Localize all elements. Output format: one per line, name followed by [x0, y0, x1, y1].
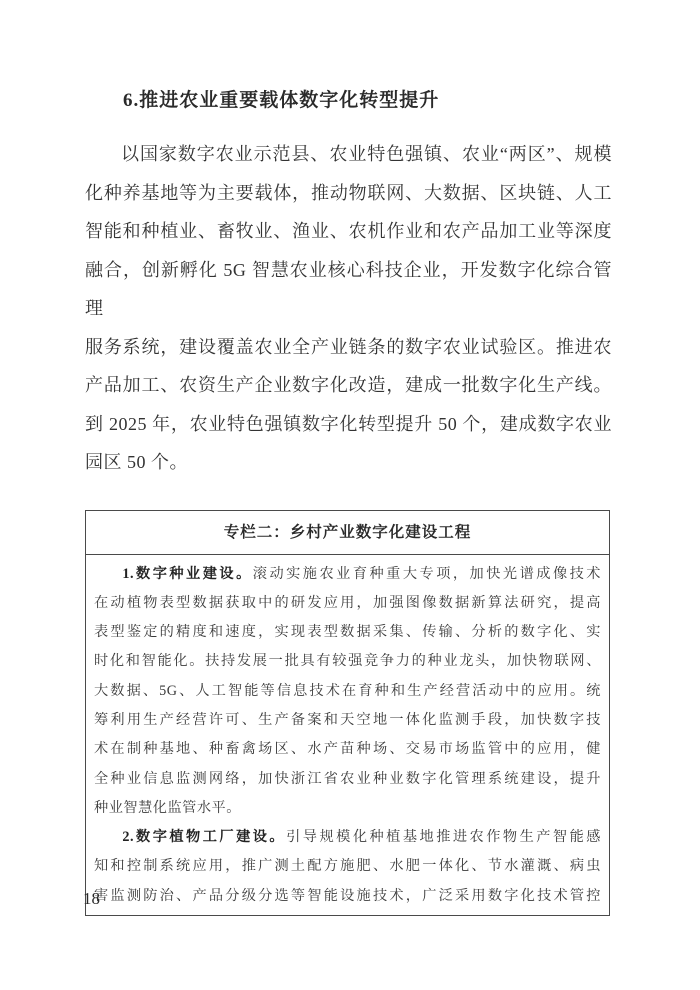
text-line: 园区 50 个。 — [85, 452, 188, 472]
page-content — [85, 86, 612, 916]
special-column-panel — [85, 510, 610, 917]
section-heading: 6.推进农业重要载体数字化转型提升 — [123, 90, 440, 111]
panel-title: 专栏二：乡村产业数字化建设工程 — [86, 511, 609, 555]
bold-lead-in: 2.数字植物工厂建设。 — [122, 829, 287, 846]
text-line: 害监测防治、产品分级分选等智能设施技术，广泛采用数字化技术管控 — [94, 887, 601, 904]
text-line: 筹利用生产经营许可、生产备案和天空地一体化监测手段，加快数字技 — [94, 711, 601, 728]
text-line: 知和控制系统应用，推广测土配方施肥、水肥一体化、节水灌溉、病虫 — [94, 858, 601, 875]
page-number: 18 — [83, 889, 100, 908]
text-line: 融合，创新孵化 5G 智慧农业核心科技企业，开发数字化综合管理 — [85, 259, 612, 318]
text-line: 化种养基地等为主要载体，推动物联网、大数据、区块链、人工 — [85, 182, 612, 203]
text-line: 表型鉴定的精度和速度，实现表型数据采集、传输、分析的数字化、实 — [94, 624, 601, 641]
panel-body — [86, 555, 609, 916]
text-line: 产品加工、农资生产企业数字化改造，建成一批数字化生产线。 — [85, 375, 612, 395]
text-line: 2.数字植物工厂建设。引导规模化种植基地推进农作物生产智能感 — [122, 829, 601, 846]
text-line: 服务系统，建设覆盖农业全产业链条的数字农业试验区。推进农 — [85, 336, 612, 357]
body-paragraph — [85, 135, 612, 482]
text-line: 大数据、5G、人工智能等信息技术在育种和生产经营活动中的应用。统 — [94, 682, 601, 699]
bold-lead-in: 1.数字种业建设。 — [122, 565, 253, 582]
text-line: 时化和智能化。扶持发展一批具有较强竞争力的种业龙头，加快物联网、 — [94, 653, 601, 670]
text-line: 在动植物表型数据获取中的研发应用，加强图像数据新算法研究，提高 — [94, 594, 601, 611]
text-line: 到 2025 年，农业特色强镇数字化转型提升 50 个，建成数字农业 — [85, 413, 612, 434]
text-line: 种业智慧化监管水平。 — [94, 799, 241, 816]
text-line: 术在制种基地、种畜禽场区、水产苗种场、交易市场监管中的应用，健 — [94, 741, 601, 758]
text-line: 智能和种植业、畜牧业、渔业、农机作业和农产品加工业等深度 — [85, 221, 612, 241]
text-line: 全种业信息监测网络，加快浙江省农业种业数字化管理系统建设，提升 — [94, 770, 601, 787]
text-line: 以国家数字农业示范县、农业特色强镇、农业“两区”、规模 — [121, 144, 612, 164]
text-line: 1.数字种业建设。滚动实施农业育种重大专项，加快光谱成像技术 — [122, 565, 601, 582]
